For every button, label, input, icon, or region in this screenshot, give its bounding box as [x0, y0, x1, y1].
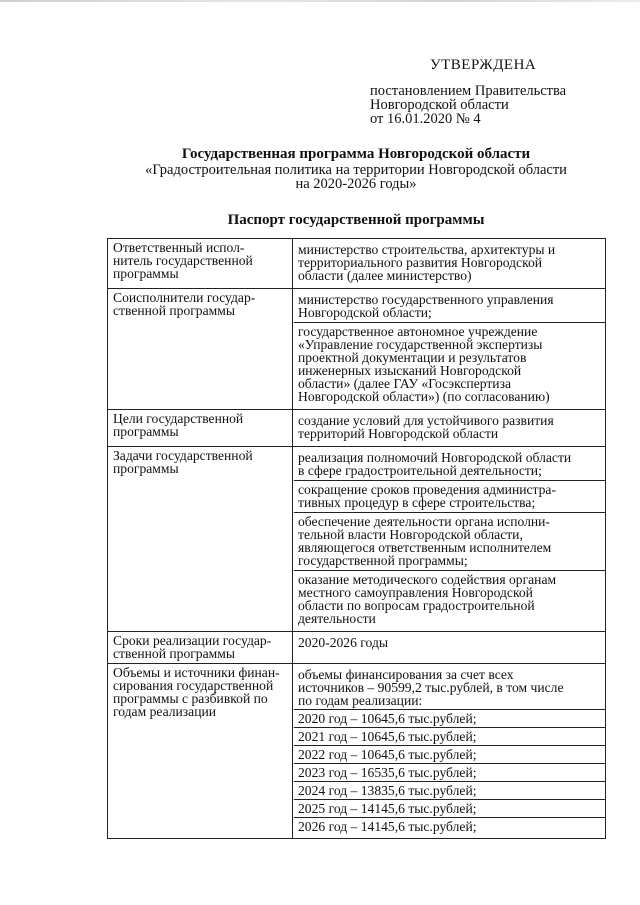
passport-value — [293, 410, 606, 447]
approval-line: Новгородской области — [370, 97, 509, 113]
subtitle-line: «Градостроительная политика на территории Новгородской области — [145, 162, 567, 178]
approval-block — [370, 58, 566, 126]
label-line: программы с разбивкой по — [113, 691, 268, 706]
funding-year: 2024 год – 13835,6 тыс.рублей; — [294, 781, 605, 799]
label-line: ственной программы — [113, 303, 235, 318]
value-line: тельной власти Новгородской области, — [298, 527, 523, 542]
label-line: Ответственный испол- — [113, 240, 245, 255]
funding-intro — [298, 666, 601, 709]
passport-value — [293, 239, 606, 289]
value-line: источников – 90599,2 тыс.рублей, в том числе — [298, 680, 564, 695]
passport-value — [293, 289, 606, 410]
value-paragraph — [294, 322, 605, 406]
value-line: сокращение сроков проведения администра- — [298, 482, 556, 497]
passport-label — [108, 447, 293, 632]
value-line: по годам реализации: — [298, 693, 423, 708]
label-line: программы — [113, 266, 179, 281]
value-line: в сфере градостроительной деятельности; — [298, 463, 542, 478]
passport-label — [108, 410, 293, 447]
passport-value — [293, 447, 606, 632]
value-paragraph — [298, 449, 601, 480]
label-line: Сроки реализации государ- — [113, 633, 272, 648]
passport-row — [108, 289, 606, 410]
value-line: реализация полномочий Новгородской области — [298, 450, 572, 465]
value-line: министерство строительства, архитектуры и — [298, 242, 556, 257]
label-line: нитель государственной — [113, 253, 253, 268]
scan-edge — [0, 0, 640, 2]
label-line: годам реализации — [113, 704, 217, 719]
passport-row-funding — [108, 664, 606, 839]
passport-row — [108, 410, 606, 447]
value-line: «Управление государственной экспертизы — [298, 337, 543, 352]
value-paragraph — [294, 512, 605, 570]
value-paragraph — [294, 480, 605, 512]
value-line: министерство государственного управления — [298, 292, 554, 307]
value-line: территориального развития Новгородской — [298, 255, 543, 270]
approval-stamp: УТВЕРЖДЕНА — [430, 57, 537, 73]
value-line: Новгородской области») (по согласованию) — [298, 389, 550, 404]
value-line: являющегося ответственным исполнителем — [298, 540, 552, 555]
label-line: программы — [113, 424, 179, 439]
funding-year: 2022 год – 10645,6 тыс.рублей; — [294, 745, 605, 763]
document-subtitle — [100, 163, 612, 191]
value-line: обеспечение деятельности органа исполни- — [298, 514, 550, 529]
value-line: области (далее министерство) — [298, 268, 472, 283]
value-line: Новгородской области; — [298, 305, 432, 320]
passport-row — [108, 447, 606, 632]
funding-year: 2025 год – 14145,6 тыс.рублей; — [294, 799, 605, 817]
value-line: создание условий для устойчивого развития — [298, 413, 554, 428]
value-line: территорий Новгородской области — [298, 426, 499, 441]
passport-value — [293, 632, 606, 664]
passport-row — [108, 239, 606, 289]
document-title: Государственная программа Новгородской области — [181, 146, 531, 162]
value-line: государственное автономное учреждение — [298, 324, 538, 339]
value-paragraph — [298, 291, 601, 322]
funding-year: 2020 год – 10645,6 тыс.рублей; — [294, 709, 605, 727]
approval-line: от 16.01.2020 № 4 — [370, 111, 481, 127]
funding-label — [108, 664, 293, 839]
passport-row — [108, 632, 606, 664]
passport-label — [108, 289, 293, 410]
value-line: государственной программы; — [298, 553, 468, 568]
value-line: объемы финансирования за счет всех — [298, 667, 514, 682]
passport-label — [108, 632, 293, 664]
funding-value — [293, 664, 606, 839]
value-line: области» (далее ГАУ «Госэкспертиза — [298, 376, 511, 391]
passport-table-body — [108, 239, 606, 839]
label-line: Соисполнители государ- — [113, 290, 256, 305]
value-line: оказание методического содействия органам — [298, 572, 557, 587]
value-line: деятельности — [298, 611, 376, 626]
funding-year: 2021 год – 10645,6 тыс.рублей; — [294, 727, 605, 745]
label-line: программы — [113, 461, 179, 476]
passport-table — [107, 238, 606, 839]
passport-label — [108, 239, 293, 289]
value-paragraph — [298, 634, 601, 652]
funding-year: 2023 год – 16535,6 тыс.рублей; — [294, 763, 605, 781]
value-paragraph — [294, 570, 605, 628]
label-line: Задачи государственной — [113, 448, 253, 463]
value-line: тивных процедур в сфере строительства; — [298, 495, 536, 510]
value-paragraph — [298, 241, 601, 285]
value-line: инженерных изысканий Новгородской — [298, 363, 522, 378]
label-line: ственной программы — [113, 646, 235, 661]
value-paragraph — [298, 412, 601, 443]
subtitle-line: на 2020-2026 годы» — [295, 176, 417, 192]
label-line: сирования государственной — [113, 678, 274, 693]
label-line: Цели государственной — [113, 411, 244, 426]
funding-year: 2026 год – 14145,6 тыс.рублей; — [294, 817, 605, 835]
value-line: местного самоуправления Новгородской — [298, 585, 533, 600]
passport-title: Паспорт государственной программы — [227, 212, 485, 228]
value-line: области по вопросам градостроительной — [298, 598, 535, 613]
label-line: Объемы и источники финан- — [113, 665, 280, 680]
value-line: 2020-2026 годы — [298, 635, 388, 650]
approval-line: постановлением Правительства — [370, 83, 567, 99]
value-line: проектной документации и результатов — [298, 350, 527, 365]
